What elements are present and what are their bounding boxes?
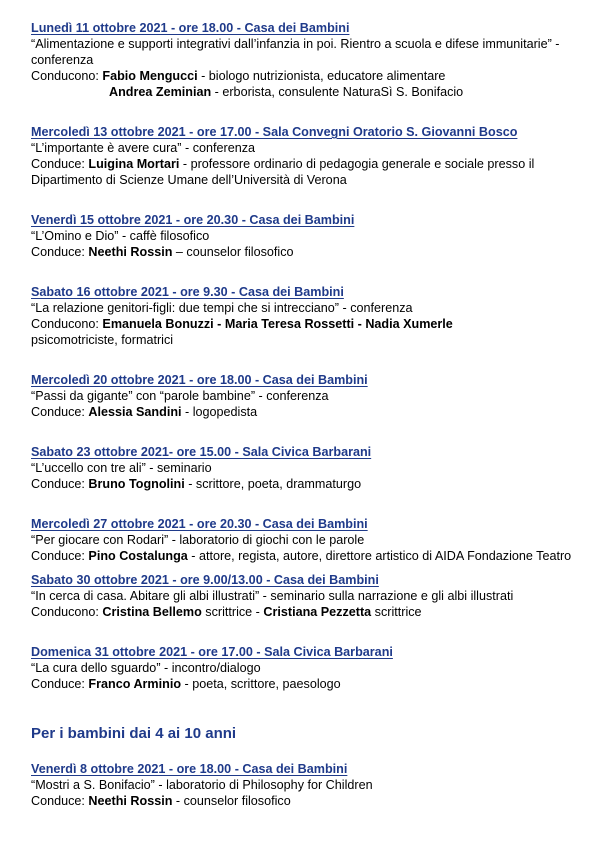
conduct-label: Conduce: — [31, 157, 89, 171]
event-item — [31, 444, 591, 492]
speaker-role: – counselor filosofico — [172, 245, 294, 259]
speaker-name: Alessia Sandini — [88, 405, 182, 419]
event-heading: Lunedì 11 ottobre 2021 - ore 18.00 - Casa dei Bambini — [31, 21, 350, 35]
event-heading: Venerdì 15 ottobre 2021 - ore 20.30 - Casa dei Bambini — [31, 213, 355, 227]
speaker-name: Andrea Zeminian — [109, 85, 212, 99]
event-item — [31, 761, 591, 809]
event-title: “L’importante è avere cura” - conferenza — [31, 141, 255, 155]
event-heading: Mercoledì 13 ottobre 2021 - ore 17.00 - Sala Convegni Oratorio S. Giovanni Bosco — [31, 125, 518, 139]
speaker-name: Franco Arminio — [88, 677, 182, 691]
event-title: “In cerca di casa. Abitare gli albi illustrati” - seminario sulla narrazione e gli albi illustrati — [31, 589, 514, 603]
event-heading: Mercoledì 20 ottobre 2021 - ore 18.00 - Casa dei Bambini — [31, 373, 368, 387]
conduct-label: Conduce: — [31, 477, 89, 491]
event-heading: Domenica 31 ottobre 2021 - ore 17.00 - Sala Civica Barbarani — [31, 645, 393, 659]
speaker-role: - biologo nutrizionista, educatore alimentare — [197, 69, 446, 83]
speaker-name: Emanuela Bonuzzi - Maria Teresa Rossetti - Nadia Xumerle — [102, 317, 453, 331]
event-conductors — [31, 156, 591, 188]
event-program — [31, 20, 591, 809]
speaker-name: Cristina Bellemo — [102, 605, 202, 619]
conduct-label: Conducono: — [31, 317, 103, 331]
speaker-role: - erborista, consulente NaturaSì S. Bonifacio — [211, 85, 464, 99]
speaker-name: Cristiana Pezzetta — [263, 605, 372, 619]
speaker-name: Fabio Mengucci — [102, 69, 198, 83]
conduct-label: Conducono: — [31, 605, 103, 619]
speaker-role: - counselor filosofico — [172, 794, 291, 808]
event-title: “La relazione genitori-figli: due tempi che si intrecciano” - conferenza — [31, 301, 413, 315]
event-item — [31, 124, 591, 188]
event-item — [31, 212, 591, 260]
speaker-name: Neethi Rossin — [88, 245, 173, 259]
event-conductor-second — [31, 84, 591, 100]
event-heading: Venerdì 8 ottobre 2021 - ore 18.00 - Casa dei Bambini — [31, 762, 348, 776]
speaker-name: Bruno Tognolini — [88, 477, 185, 491]
children-section-heading: Per i bambini dai 4 ai 10 anni — [31, 725, 237, 742]
speaker-role: scrittrice — [371, 605, 422, 619]
event-conductors — [31, 68, 591, 84]
speaker-name: Luigina Mortari — [88, 157, 180, 171]
event-heading: Sabato 30 ottobre 2021 - ore 9.00/13.00 - Casa dei Bambini — [31, 573, 379, 587]
speaker-role: - logopedista — [181, 405, 258, 419]
event-heading: Sabato 16 ottobre 2021 - ore 9.30 - Casa dei Bambini — [31, 285, 344, 299]
event-conductors — [31, 793, 591, 809]
speaker-role: psicomotriciste, formatrici — [31, 333, 174, 347]
speaker-role: scrittrice - — [201, 605, 264, 619]
event-conductors — [31, 404, 591, 420]
event-heading: Mercoledì 27 ottobre 2021 - ore 20.30 - Casa dei Bambini — [31, 517, 368, 531]
event-conductors — [31, 676, 591, 692]
speaker-role: - poeta, scrittore, paesologo — [181, 677, 341, 691]
event-title: “L’Omino e Dio” - caffè filosofico — [31, 229, 210, 243]
conduct-label: Conduce: — [31, 245, 89, 259]
speaker-name: Neethi Rossin — [88, 794, 173, 808]
event-conductors — [31, 604, 591, 620]
event-item — [31, 284, 591, 348]
event-title: “Alimentazione e supporti integrativi dall’infanzia in poi. Rientro a scuola e difese immunitarie” - conferenza — [31, 37, 560, 67]
speaker-name: Pino Costalunga — [88, 549, 188, 563]
event-item — [31, 20, 591, 100]
conduct-label: Conduce: — [31, 677, 89, 691]
speaker-role: - attore, regista, autore, direttore artistico di AIDA Fondazione Teatro — [187, 549, 572, 563]
event-title: “L’uccello con tre ali” - seminario — [31, 461, 212, 475]
conduct-label: Conduce: — [31, 405, 89, 419]
event-conductors — [31, 316, 591, 332]
event-conductors — [31, 244, 591, 260]
speaker-role: - scrittore, poeta, drammaturgo — [184, 477, 362, 491]
conduct-label: Conducono: — [31, 69, 103, 83]
conduct-label: Conduce: — [31, 549, 89, 563]
event-title: “Per giocare con Rodari” - laboratorio di giochi con le parole — [31, 533, 365, 547]
event-conductors — [31, 476, 591, 492]
event-heading: Sabato 23 ottobre 2021- ore 15.00 - Sala Civica Barbarani — [31, 445, 372, 459]
event-item — [31, 572, 591, 620]
event-conductors — [31, 548, 591, 564]
event-title: “Mostri a S. Bonifacio” - laboratorio di Philosophy for Children — [31, 778, 373, 792]
event-item — [31, 644, 591, 692]
event-item — [31, 372, 591, 420]
speaker-role: - professore ordinario di pedagogia generale e sociale presso il Dipartimento di Scienze Umane dell’Università di Verona — [31, 157, 535, 187]
conduct-label: Conduce: — [31, 794, 89, 808]
event-title: “Passi da gigante” con “parole bambine” - conferenza — [31, 389, 329, 403]
event-title: “La cura dello sguardo” - incontro/dialogo — [31, 661, 261, 675]
event-item — [31, 516, 591, 564]
